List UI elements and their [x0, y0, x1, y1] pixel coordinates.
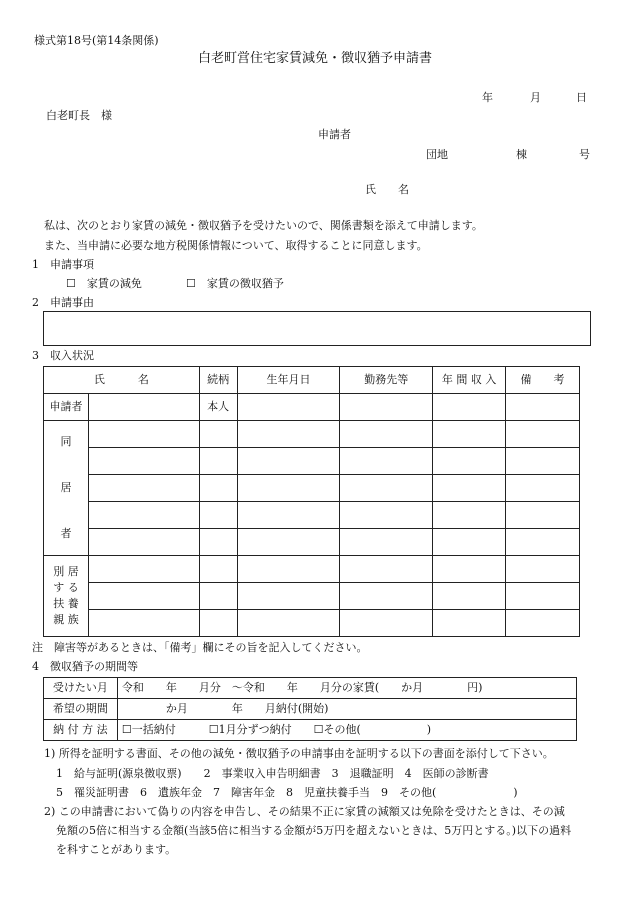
- option-rent-postponement[interactable]: ☐ 家賃の徴収猶予: [186, 277, 284, 290]
- table-row: [44, 678, 577, 699]
- header-workplace: 勤務先等: [340, 367, 433, 394]
- table-row: [44, 421, 580, 448]
- footnote-1: 1) 所得を証明する書面、その他の減免・徴収猶予の申請事由を証明する以下の書面を添付して下さい。: [44, 747, 554, 760]
- table-row: [44, 583, 580, 610]
- applicant-row-label: 申請者: [44, 394, 89, 421]
- header-annual-income: 年 間 収 入: [433, 367, 506, 394]
- table-row: [44, 502, 580, 529]
- table-row: [44, 699, 577, 720]
- income-table: [43, 366, 580, 637]
- table-row: [44, 529, 580, 556]
- table-cell[interactable]: [237, 394, 340, 421]
- form-id: 様式第18号(第14条関係): [34, 34, 159, 47]
- section4-heading: 4 徴収猶予の期間等: [32, 660, 138, 673]
- page-title: 白老町営住宅家賃減免・徴収猶予申請書: [197, 51, 432, 66]
- table-row: [44, 448, 580, 475]
- intro-line-2: また、当申請に必要な地方税関係情報について、取得することに同意します。: [44, 239, 428, 252]
- header-name: 氏 名: [44, 367, 200, 394]
- payment-method-value[interactable]: ☐一括納付 ☐1月分ずつ納付 ☐その他( ): [117, 720, 576, 741]
- tou-label: 棟: [516, 148, 527, 161]
- table-row: [44, 720, 577, 741]
- date-month: 月: [530, 91, 541, 104]
- table-cell[interactable]: [433, 394, 506, 421]
- table-cell[interactable]: [340, 394, 433, 421]
- section2-heading: 2 申請事由: [32, 296, 94, 309]
- danchi-label: 団地: [426, 148, 448, 161]
- desired-period-value[interactable]: か月 年 月納付(開始): [117, 699, 576, 720]
- table-row: [44, 556, 580, 583]
- footnote-2-line-3: を科すことがあります。: [56, 843, 177, 856]
- desired-months-label: 受けたい月: [44, 678, 118, 699]
- applicant-name-label: 氏 名: [365, 183, 409, 196]
- section3-heading: 3 収入状況: [32, 349, 94, 362]
- applicant-relation: 本人: [199, 394, 237, 421]
- table-row: [44, 475, 580, 502]
- applicant-label: 申請者: [318, 128, 351, 141]
- date-day: 日: [576, 91, 587, 104]
- header-relation: 続柄: [199, 367, 237, 394]
- option-rent-reduction[interactable]: ☐ 家賃の減免: [66, 277, 142, 290]
- date-year: 年: [482, 91, 493, 104]
- header-remarks: 備 考: [506, 367, 580, 394]
- table-cell[interactable]: [88, 394, 199, 421]
- addressee: 白老町長 様: [46, 109, 112, 122]
- table-note: 注 障害等があるときは、「備考」欄にその旨を記入してください。: [32, 641, 368, 654]
- section1-heading: 1 申請事項: [32, 258, 94, 271]
- footnote-2-line-1: 2) この申請書において偽りの内容を申告し、その結果不正に家賃の減額又は免除を受けたときは、その減: [44, 805, 565, 818]
- footnote-1-list-line-2: 5 罹災証明書 6 遺族年金 7 障害年金 8 児童扶養手当 9 その他( ): [56, 786, 518, 799]
- table-row: [44, 610, 580, 637]
- cohabitant-group-label: 同 居 者: [44, 421, 89, 556]
- reason-box[interactable]: [43, 311, 591, 346]
- separate-dependents-group-label: 別 居 す る 扶 養 親 族: [44, 556, 89, 637]
- table-row: [44, 394, 580, 421]
- desired-months-value[interactable]: 令和 年 月分 ～令和 年 月分の家賃( か月 円): [117, 678, 576, 699]
- footnote-1-list-line-1: 1 給与証明(源泉徴収票) 2 事業収入申告明細書 3 退職証明 4 医師の診断書: [56, 767, 489, 780]
- header-birthdate: 生年月日: [237, 367, 340, 394]
- desired-period-label: 希望の期間: [44, 699, 118, 720]
- footnote-2-line-2: 免額の5倍に相当する金額(当該5倍に相当する金額が5万円を超えないときは、5万円とする。)以下の過料: [56, 824, 572, 837]
- postponement-table: [43, 677, 577, 741]
- go-label: 号: [579, 148, 590, 161]
- payment-method-label: 納 付 方 法: [44, 720, 118, 741]
- intro-line-1: 私は、次のとおり家賃の減免・徴収猶予を受けたいので、関係書類を添えて申請します。: [44, 219, 483, 232]
- table-cell[interactable]: [506, 394, 580, 421]
